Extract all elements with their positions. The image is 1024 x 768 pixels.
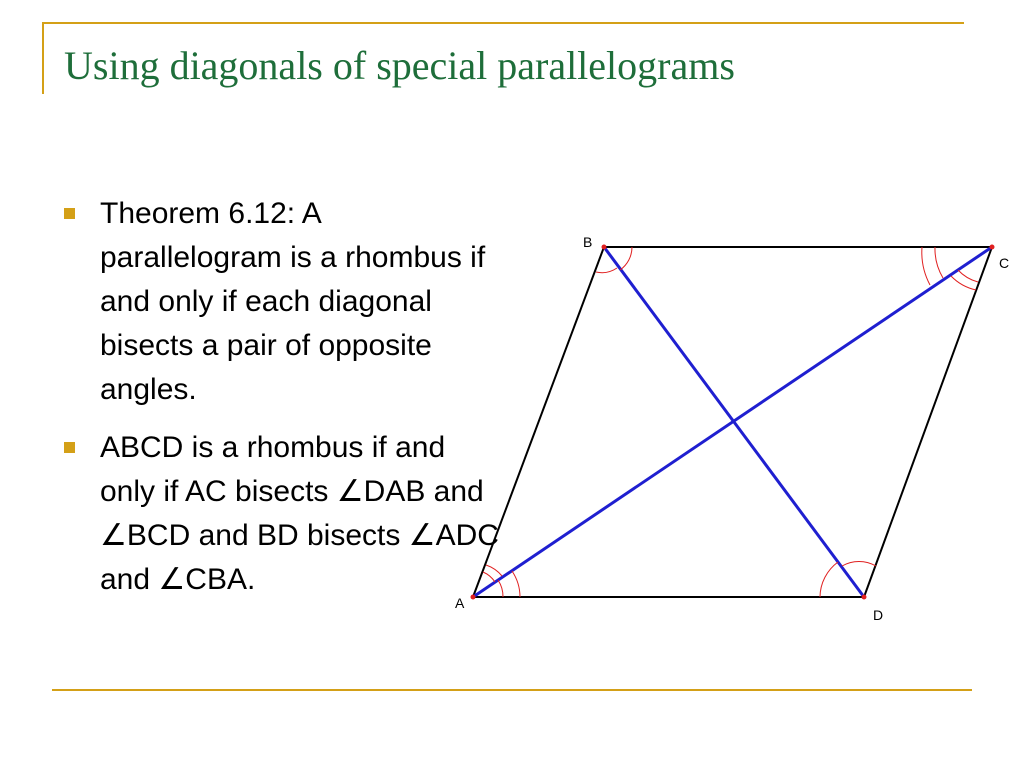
vertex-dot-c bbox=[990, 245, 995, 250]
vertex-label-d: D bbox=[873, 607, 884, 623]
angle-arcs-c bbox=[922, 247, 978, 290]
vertex-label-c: C bbox=[999, 255, 1010, 271]
bullet-text-abcd: ABCD is a rhombus if and only if AC bisects ∠DAB and ∠BCD and BD bisects ∠ADC and ∠CBA. bbox=[100, 431, 499, 596]
side-ab bbox=[473, 247, 604, 597]
slide-title: Using diagonals of special parallelograms bbox=[64, 43, 735, 88]
vertex-label-b: B bbox=[583, 234, 593, 250]
vertex-dot-b bbox=[602, 245, 607, 250]
diagonal-bd bbox=[604, 247, 864, 597]
side-cd bbox=[864, 247, 992, 597]
vertex-dot-d bbox=[862, 595, 867, 600]
angle-arcs-d bbox=[820, 561, 876, 597]
bullet-text-theorem: Theorem 6.12: A parallelogram is a rhombus if and only if each diagonal bisects a pair of opposite angles. bbox=[100, 197, 486, 406]
vertex-dot-a bbox=[471, 595, 476, 600]
vertex-label-a: A bbox=[455, 595, 465, 611]
bottom-rule-line bbox=[52, 689, 972, 691]
